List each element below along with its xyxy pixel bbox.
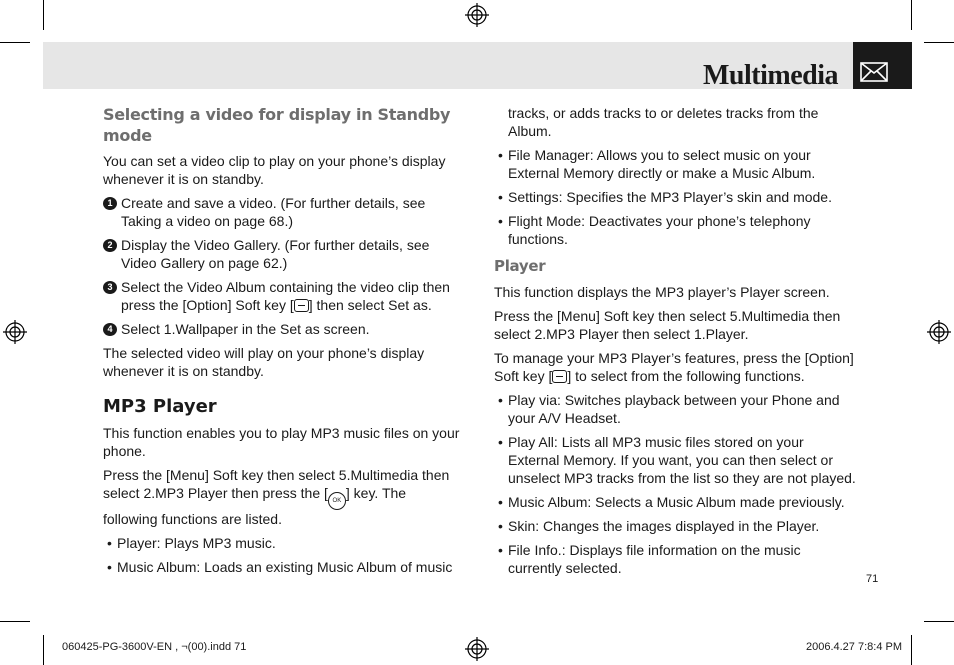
bullet-icon: •	[498, 494, 503, 510]
registration-mark-icon	[3, 320, 27, 344]
list-item	[494, 433, 856, 487]
right-column	[494, 104, 856, 583]
player-options-part: ] to select from the following functions.	[567, 368, 805, 384]
continued-text: tracks, or adds tracks to or deletes tracks from the Album.	[508, 105, 819, 139]
player-description: This function displays the MP3 player’s Player screen.	[494, 284, 830, 300]
list-item	[494, 188, 856, 206]
standby-intro: You can set a video clip to play on your phone’s display whenever it is on standby.	[103, 153, 446, 187]
bullet-icon: •	[498, 392, 503, 408]
crop-mark	[0, 621, 30, 622]
standby-outro: The selected video will play on your phone’s display whenever it is on standby.	[103, 345, 425, 379]
list-item	[494, 212, 856, 248]
bullet-icon: •	[498, 542, 503, 558]
step-item	[103, 194, 463, 230]
step-item	[103, 320, 463, 338]
step-item	[103, 278, 463, 314]
section-title: Multimedia	[703, 60, 838, 91]
mp3-instructions-part: ] key. The following functions are listed.	[103, 485, 407, 527]
list-item-text: Settings: Specifies the MP3 Player’s skin and mode.	[508, 189, 832, 205]
step-text	[121, 278, 463, 314]
step-text: Create and save a video. (For further details, see Taking a video on page 68.)	[121, 195, 426, 229]
list-item	[494, 146, 856, 182]
step-text-part: Select the Video Album containing the video clip then press the [Option] Soft key [	[121, 279, 450, 313]
list-item-text: File Manager: Allows you to select music on your External Memory directly or make a Music Album.	[508, 147, 816, 181]
list-item	[103, 558, 463, 576]
bullet-icon: •	[498, 213, 503, 229]
list-item	[103, 534, 463, 552]
list-item	[494, 391, 856, 427]
step-item	[103, 236, 463, 272]
ok-key-icon: OK	[328, 492, 346, 510]
step-number: 3	[103, 281, 117, 294]
standby-video-heading: Selecting a video for display in Standby mode	[103, 105, 451, 145]
crop-mark	[43, 635, 44, 665]
footer-timestamp: 2006.4.27 7:8:4 PM	[805, 641, 902, 653]
list-item-text: Player: Plays MP3 music.	[117, 535, 276, 551]
step-number: 1	[103, 197, 117, 210]
page-number: 71	[866, 573, 879, 585]
step-number: 2	[103, 239, 117, 252]
bullet-icon: •	[498, 518, 503, 534]
bullet-icon: •	[107, 559, 112, 575]
crop-mark	[911, 635, 912, 665]
step-text: Select 1.Wallpaper in the Set as screen.	[121, 321, 370, 337]
mp3-intro: This function enables you to play MP3 music files on your phone.	[103, 425, 460, 459]
list-item	[494, 493, 856, 511]
registration-mark-icon	[465, 637, 489, 661]
bullet-icon: •	[498, 147, 503, 163]
list-item-text: Play via: Switches playback between your Phone and your A/V Headset.	[508, 392, 840, 426]
mp3-instructions-part: Press the [Menu] Soft key then select 5.Multimedia then select 2.MP3 Player then press the [	[103, 467, 450, 501]
step-number: 4	[103, 323, 117, 336]
left-column	[103, 104, 463, 582]
mp3-instructions	[103, 466, 463, 528]
list-item-text: Music Album: Selects a Music Album made previously.	[508, 494, 845, 510]
list-item-text: Skin: Changes the images displayed in the Player.	[508, 518, 820, 534]
list-item	[494, 541, 856, 577]
soft-key-icon	[294, 299, 309, 312]
list-item-text: File Info.: Displays file information on the music currently selected.	[508, 542, 801, 576]
soft-key-icon	[552, 370, 567, 383]
crop-mark	[924, 42, 954, 43]
bullet-icon: •	[107, 535, 112, 551]
registration-mark-icon	[465, 3, 489, 27]
list-item	[494, 517, 856, 535]
crop-mark	[43, 0, 44, 30]
list-item-text: Music Album: Loads an existing Music Album of music	[117, 559, 453, 575]
list-item-text: Play All: Lists all MP3 music files stored on your External Memory. If you want, you can then select or unselect MP3 tracks from the list so they are not played.	[508, 434, 856, 486]
crop-mark	[911, 0, 912, 30]
mp3-player-heading: MP3 Player	[103, 396, 217, 417]
player-options-intro	[494, 349, 856, 385]
list-item-text: Flight Mode: Deactivates your phone’s telephony functions.	[508, 213, 811, 247]
player-options-part: To manage your MP3 Player’s features, press the [Option] Soft key [	[494, 350, 854, 384]
envelope-icon	[860, 62, 888, 82]
registration-mark-icon	[927, 320, 951, 344]
step-text: Display the Video Gallery. (For further details, see Video Gallery on page 62.)	[121, 237, 430, 271]
crop-mark	[0, 42, 30, 43]
bullet-icon: •	[498, 189, 503, 205]
bullet-icon: •	[498, 434, 503, 450]
crop-mark	[924, 621, 954, 622]
player-instructions: Press the [Menu] Soft key then select 5.Multimedia then select 2.MP3 Player then select 1.Player.	[494, 308, 841, 342]
player-heading: Player	[494, 257, 546, 275]
step-text-part: ] then select Set as.	[308, 297, 432, 313]
footer-file-info: 060425-PG-3600V-EN , ¬(00).indd 71	[62, 641, 247, 653]
section-tab	[853, 42, 912, 89]
